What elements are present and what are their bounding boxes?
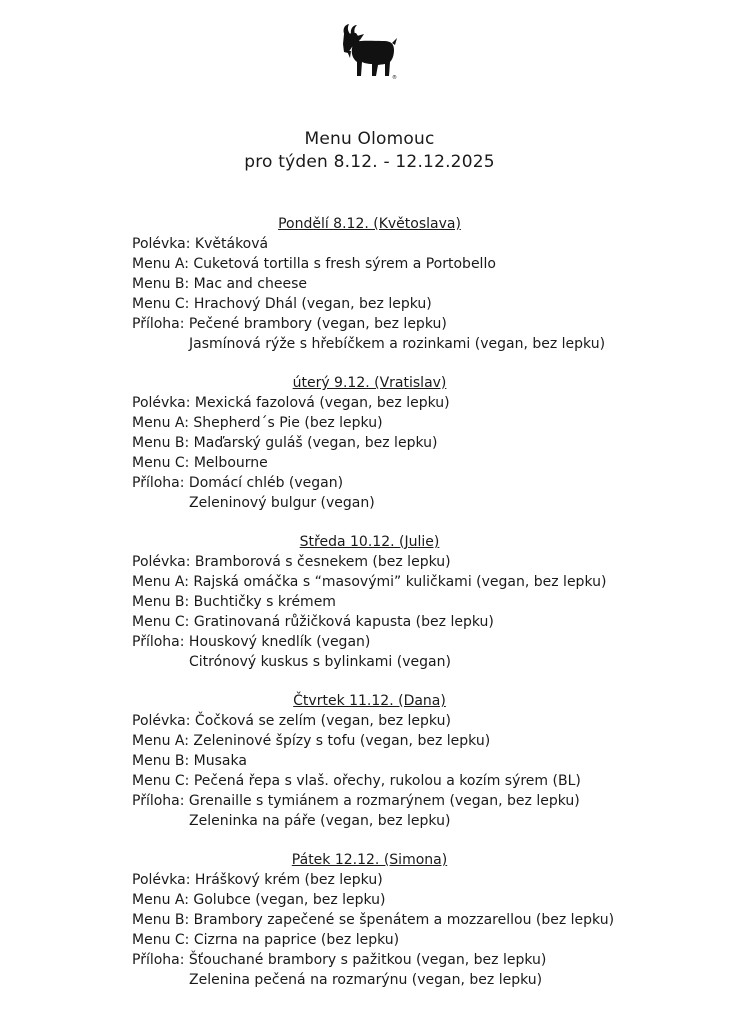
side-label: Příloha:: [132, 793, 185, 809]
soup-label: Polévka:: [132, 236, 191, 252]
soup-dish: Květáková: [194, 236, 269, 252]
menu-a-dish: Shepherd´s Pie (bez lepku): [193, 415, 383, 431]
side-dish-2: Zeleninka na páře (vegan, bez lepku): [189, 813, 451, 829]
day-section-thursday: [0, 691, 739, 831]
side-row-cont: [0, 652, 739, 672]
menu-c-row: [0, 453, 739, 473]
menu-b-dish: Mac and cheese: [193, 276, 307, 292]
side-row: [0, 950, 739, 970]
soup-label: Polévka:: [132, 554, 191, 570]
soup-row: [0, 393, 739, 413]
side-label: Příloha:: [132, 952, 185, 968]
soup-label: Polévka:: [132, 395, 191, 411]
menu-c-label: Menu C:: [132, 932, 190, 948]
day-section-monday: [0, 214, 739, 354]
menu-b-row: [0, 274, 739, 294]
menu-c-label: Menu C:: [132, 614, 190, 630]
side-dish-1: Šťouchané brambory s pažitkou (vegan, bez lepku): [188, 952, 547, 968]
menu-c-dish: Melbourne: [193, 455, 268, 471]
menu-c-dish: Pečená řepa s vlaš. ořechy, rukolou a kozím sýrem (BL): [193, 773, 581, 789]
menu-c-row: [0, 612, 739, 632]
day-section-wednesday: [0, 532, 739, 672]
menu-a-row: [0, 731, 739, 751]
goat-logo-icon: [338, 22, 400, 80]
menu-a-label: Menu A:: [132, 415, 189, 431]
menu-c-dish: Hrachový Dhál (vegan, bez lepku): [193, 296, 432, 312]
menu-b-label: Menu B:: [132, 912, 190, 928]
menu-b-dish: Buchtičky s krémem: [193, 594, 336, 610]
menu-week-subtitle: pro týden 8.12. - 12.12.2025: [244, 152, 495, 172]
menu-a-row: [0, 572, 739, 592]
menu-a-label: Menu A:: [132, 574, 189, 590]
menu-b-dish: Musaka: [193, 753, 247, 769]
day-heading: Pátek 12.12. (Simona): [291, 852, 448, 868]
side-row: [0, 314, 739, 334]
side-row-cont: [0, 493, 739, 513]
registered-mark: ®: [392, 75, 397, 80]
menu-b-row: [0, 910, 739, 930]
soup-row: [0, 870, 739, 890]
menu-a-label: Menu A:: [132, 256, 189, 272]
day-section-friday: [0, 850, 739, 990]
menu-title: Menu Olomouc: [304, 129, 435, 149]
soup-row: [0, 234, 739, 254]
menu-c-row: [0, 930, 739, 950]
menu-a-row: [0, 413, 739, 433]
side-dish-1: Grenaille s tymiánem a rozmarýnem (vegan, bez lepku): [188, 793, 580, 809]
side-label: Příloha:: [132, 316, 185, 332]
soup-dish: Čočková se zelím (vegan, bez lepku): [194, 713, 451, 729]
menu-b-dish: Brambory zapečené se špenátem a mozzarellou (bez lepku): [193, 912, 615, 928]
side-row-cont: [0, 811, 739, 831]
day-section-tuesday: [0, 373, 739, 513]
day-heading: Čtvrtek 11.12. (Dana): [293, 693, 446, 709]
soup-row: [0, 552, 739, 572]
menu-c-dish: Cizrna na paprice (bez lepku): [193, 932, 400, 948]
side-dish-2: Zelenina pečená na rozmarýnu (vegan, bez lepku): [189, 972, 543, 988]
side-row: [0, 791, 739, 811]
day-heading: úterý 9.12. (Vratislav): [292, 375, 447, 391]
side-row: [0, 632, 739, 652]
menu-b-label: Menu B:: [132, 276, 190, 292]
menu-b-label: Menu B:: [132, 594, 190, 610]
side-row-cont: [0, 970, 739, 990]
menu-a-dish: Rajská omáčka s “masovými” kuličkami (vegan, bez lepku): [193, 574, 607, 590]
side-dish-1: Pečené brambory (vegan, bez lepku): [188, 316, 447, 332]
side-label: Příloha:: [132, 634, 185, 650]
menu-c-label: Menu C:: [132, 455, 190, 471]
menu-c-row: [0, 294, 739, 314]
side-label: Příloha:: [132, 475, 185, 491]
side-dish-2: Jasmínová rýže s hřebíčkem a rozinkami (vegan, bez lepku): [189, 336, 606, 352]
soup-label: Polévka:: [132, 713, 191, 729]
soup-label: Polévka:: [132, 872, 191, 888]
menu-b-row: [0, 433, 739, 453]
menu-b-row: [0, 592, 739, 612]
menu-a-label: Menu A:: [132, 892, 189, 908]
side-row: [0, 473, 739, 493]
menu-b-row: [0, 751, 739, 771]
menu-c-dish: Gratinovaná růžičková kapusta (bez lepku): [193, 614, 494, 630]
menu-a-dish: Golubce (vegan, bez lepku): [193, 892, 386, 908]
side-dish-1: Domácí chléb (vegan): [188, 475, 344, 491]
soup-row: [0, 711, 739, 731]
menu-c-row: [0, 771, 739, 791]
side-dish-1: Houskový knedlík (vegan): [188, 634, 371, 650]
soup-dish: Hráškový krém (bez lepku): [194, 872, 383, 888]
soup-dish: Mexická fazolová (vegan, bez lepku): [194, 395, 450, 411]
menu-a-row: [0, 254, 739, 274]
menu-c-label: Menu C:: [132, 773, 190, 789]
menu-a-dish: Cuketová tortilla s fresh sýrem a Portobello: [193, 256, 496, 272]
menu-b-dish: Maďarský guláš (vegan, bez lepku): [193, 435, 438, 451]
side-dish-2: Citrónový kuskus s bylinkami (vegan): [189, 654, 451, 670]
menu-b-label: Menu B:: [132, 435, 190, 451]
menu-c-label: Menu C:: [132, 296, 190, 312]
menu-b-label: Menu B:: [132, 753, 190, 769]
menu-a-dish: Zeleninové špízy s tofu (vegan, bez lepku): [193, 733, 491, 749]
day-heading: Středa 10.12. (Julie): [299, 534, 440, 550]
menu-a-label: Menu A:: [132, 733, 189, 749]
side-row-cont: [0, 334, 739, 354]
side-dish-2: Zeleninový bulgur (vegan): [189, 495, 375, 511]
menu-a-row: [0, 890, 739, 910]
soup-dish: Bramborová s česnekem (bez lepku): [194, 554, 451, 570]
day-heading: Pondělí 8.12. (Květoslava): [278, 216, 461, 232]
